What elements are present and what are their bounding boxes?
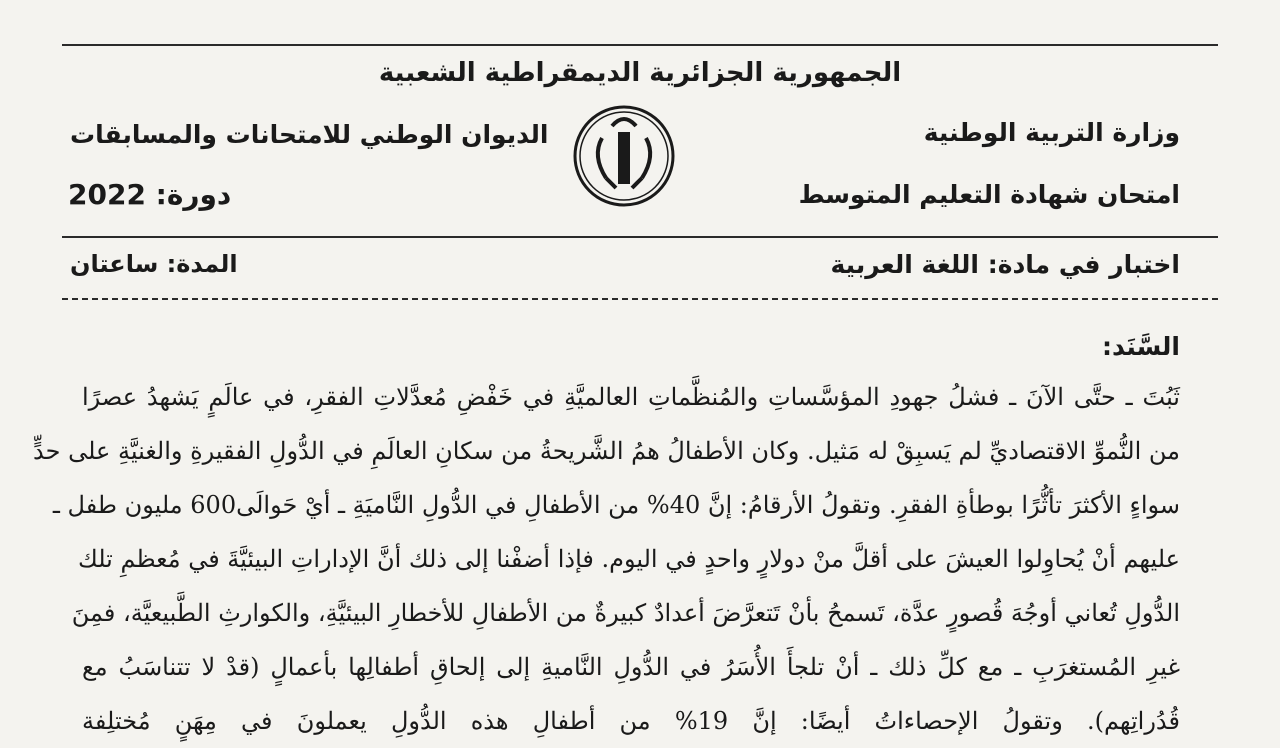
ministry-name: وزارة التربية الوطنية [923,118,1180,147]
document-line: عليهم أنْ يُحاوِلوا العيشَ على أقلَّ منْ دولارٍ واحدٍ في اليوم. فإذا أضفْنا إلى ذلك أنَّ الإداراتِ البيئيَّةَ في مُعظمِ تلك [78,545,1180,573]
document-line: سواءٍ الأكثرَ تأثُّرًا بوطأةِ الفقرِ. وتقولُ الأرقامُ: إنَّ 40% من الأطفالِ في الدُّولِ النَّاميَةِ ـ أيْ حَوالَى600 مليون طفل ـ [52,491,1180,519]
exam-office-emblem-icon [572,104,676,208]
subject-divider [62,298,1218,300]
document-line: غيرِ المُستغرَبِ ـ مع كلِّ ذلك ـ أنْ تلجأَ الأُسَرُ في الدُّولِ النَّاميةِ إلى إلحاقِ أطفالِها بأعمالٍ (قدْ لا تتناسَبُ مع [82,653,1180,681]
document-line: قُدُراتِهم). وتقولُ الإحصاءاتُ أيضًا: إنَّ 19% من أطفالِ هذه الدُّولِ يعملونَ في مِهَنٍ مُختلِفة [82,707,1180,735]
session-year: دورة: 2022 [68,178,232,211]
top-rule [62,44,1218,46]
header-divider [62,236,1218,238]
exam-office-name: الديوان الوطني للامتحانات والمسابقات [70,120,549,149]
document-line: من النُّموِّ الاقتصاديِّ لم يَسبِقْ له مَثيل. وكان الأطفالُ همُ الشَّريحةُ من سكانِ العالَمِ في الدُّولِ الفقيرةِ والغنيَّةِ على حدٍّ [33,437,1180,465]
exam-title: امتحان شهادة التعليم المتوسط [798,180,1180,209]
duration-label: المدة: ساعتان [70,250,238,278]
document-text [33,370,1180,748]
document-line: ثَبُتَ ـ حتَّى الآنَ ـ فشلُ جهودِ المؤسَّساتِ والمُنظَّماتِ العالميَّةِ في خَفْضِ مُعدَّلاتِ الفقرِ، في عالَمٍ يَشهدُ عصرًا [82,383,1180,411]
subject-label: اختبار في مادة: اللغة العربية [830,250,1180,279]
republic-title: الجمهورية الجزائرية الديمقراطية الشعبية [378,58,902,88]
document-line: الدُّولِ تُعاني أوجُهَ قُصورٍ عدَّة، تَسمحُ بأنْ تَتعرَّضَ أعدادٌ كبيرةٌ من الأطفالِ للأخطارِ البيئيَّةِ، والكوارثِ الطَّبيعيَّة، فمِنَ [71,599,1180,627]
document-heading: السَّنَد: [1101,332,1180,361]
